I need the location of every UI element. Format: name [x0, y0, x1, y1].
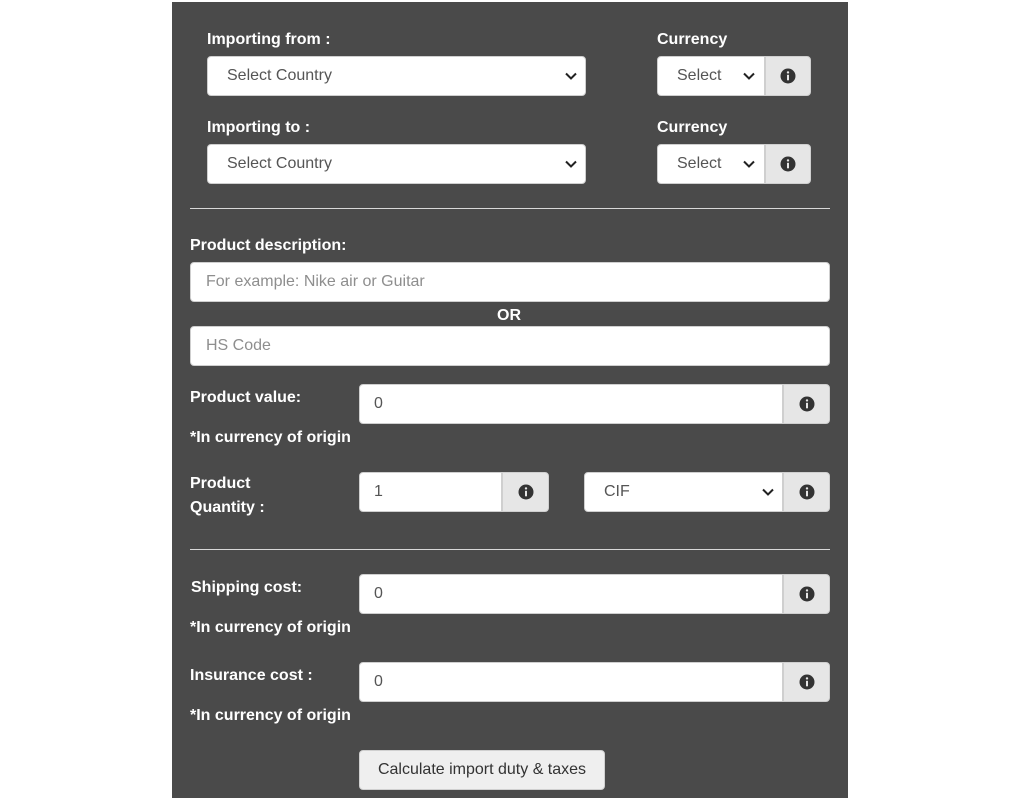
incoterm-value: CIF	[604, 483, 630, 500]
chevron-down-icon	[743, 160, 755, 168]
incoterm-info-button[interactable]	[783, 472, 830, 512]
importing-to-currency-info-button[interactable]	[765, 144, 811, 184]
or-separator: OR	[497, 307, 521, 324]
section-divider	[190, 208, 830, 209]
importing-to-country-value: Select Country	[227, 155, 332, 172]
product-quantity-text: 1	[374, 483, 383, 500]
shipping-cost-label: Shipping cost:	[191, 579, 303, 596]
shipping-cost-input[interactable]	[359, 574, 783, 614]
insurance-cost-label: Insurance cost :	[190, 667, 313, 684]
product-description-label: Product description:	[190, 237, 347, 254]
chevron-down-icon	[743, 72, 755, 80]
product-value-input[interactable]	[359, 384, 783, 424]
hs-code-placeholder: HS Code	[206, 337, 271, 354]
insurance-cost-input[interactable]	[359, 662, 783, 702]
importing-from-currency-select[interactable]	[657, 56, 765, 96]
product-quantity-label-line2: Quantity :	[190, 499, 265, 516]
product-value-currency-note: *In currency of origin	[190, 429, 351, 446]
info-circle-icon	[799, 484, 815, 500]
importing-to-currency-value: Select	[677, 155, 722, 172]
calculate-import-duty-button[interactable]: Calculate import duty & taxes	[359, 750, 605, 790]
info-circle-icon	[799, 586, 815, 602]
insurance-cost-currency-note: *In currency of origin	[190, 707, 351, 724]
importing-to-label: Importing to :	[207, 119, 311, 136]
hs-code-input[interactable]	[190, 326, 830, 366]
importing-from-country-value: Select Country	[227, 67, 332, 84]
shipping-cost-text: 0	[374, 585, 383, 602]
importing-to-country-select[interactable]	[207, 144, 586, 184]
info-circle-icon	[799, 674, 815, 690]
product-description-input[interactable]	[190, 262, 830, 302]
importing-from-currency-label: Currency	[657, 31, 728, 48]
info-circle-icon	[518, 484, 534, 500]
importing-to-currency-select[interactable]	[657, 144, 765, 184]
shipping-cost-info-button[interactable]	[783, 574, 830, 614]
shipping-cost-currency-note: *In currency of origin	[190, 619, 351, 636]
product-description-placeholder: For example: Nike air or Guitar	[206, 273, 425, 290]
importing-from-country-select[interactable]	[207, 56, 586, 96]
chevron-down-icon	[565, 160, 577, 168]
info-circle-icon	[780, 156, 796, 172]
chevron-down-icon	[762, 488, 774, 496]
importing-to-currency-label: Currency	[657, 119, 728, 136]
product-value-label: Product value:	[190, 389, 302, 406]
info-circle-icon	[780, 68, 796, 84]
incoterm-select[interactable]	[584, 472, 783, 512]
section-divider	[190, 549, 830, 550]
insurance-cost-info-button[interactable]	[783, 662, 830, 702]
product-quantity-info-button[interactable]	[502, 472, 549, 512]
chevron-down-icon	[565, 72, 577, 80]
product-quantity-input[interactable]	[359, 472, 502, 512]
insurance-cost-text: 0	[374, 673, 383, 690]
importing-from-currency-value: Select	[677, 67, 722, 84]
info-circle-icon	[799, 396, 815, 412]
importing-from-label: Importing from :	[207, 31, 331, 48]
product-quantity-label-line1: Product	[190, 475, 251, 492]
importing-from-currency-info-button[interactable]	[765, 56, 811, 96]
product-value-info-button[interactable]	[783, 384, 830, 424]
import-duty-calculator-panel	[172, 2, 848, 798]
product-value-text: 0	[374, 395, 383, 412]
